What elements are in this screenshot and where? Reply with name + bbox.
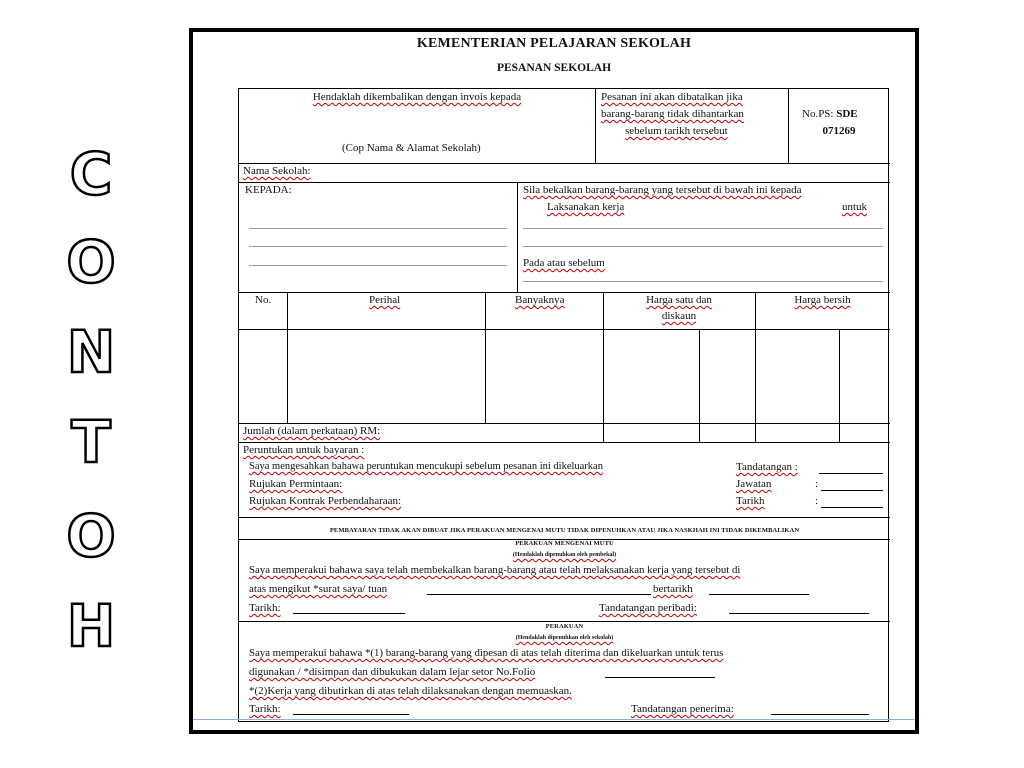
col-banyaknya: Banyaknya [515,294,565,306]
perakuan-title: PERAKUAN [545,623,584,630]
tandatangan-label: Tandatangan : [736,461,798,473]
col-harga-satu: Harga satu dan [646,294,712,306]
jawatan-colon: : [815,478,819,490]
cancel-note-2: barang-barang tidak dihantarkan [601,108,744,120]
contoh-letter: T [71,408,111,476]
nama-sekolah-label: Nama Sekolah: [243,165,311,177]
rujukan-kontrak: Rujukan Kontrak Perbendaharaan: [249,495,402,507]
perakuan-line3: *(2)Kerja yang dibutirkan di atas telah dilaksanakan dengan memuaskan. [249,685,572,697]
cancel-note-1: Pesanan ini akan dibatalkan jika [601,91,743,103]
order-form [238,88,889,722]
mutu-tandatangan: Tandatangan peribadi: [599,602,697,614]
form-title: PESANAN SEKOLAH [496,62,612,74]
perakuan-line2: digunakan / *disimpan dan dibukukan dalam lejar setor No.Folio [249,666,536,678]
rujukan-permintaan: Rujukan Permintaan: [249,478,343,490]
mutu-sub: (Hendaklah dipenuhkan oleh pembekal) [512,552,617,558]
no-ps-number: 071269 [822,125,856,137]
perakuan-sub: (Hendaklah dipenuhkan oleh sekolah) [515,635,614,641]
mutu-line2a: atas mengikut *surat saya/ tuan [249,583,388,595]
mutu-tarikh: Tarikh: [249,602,281,614]
contoh-letter: O [66,228,116,296]
col-no: No. [255,294,272,306]
order-form-document [189,28,919,734]
stamp-label: (Cop Nama & Alamat Sekolah) [342,142,481,154]
peruntukan-line1: Saya mengesahkan bahawa peruntukan mencukupi sebelum pesanan ini dikeluarkan [249,461,603,472]
instruction-text: Sila bekalkan barang-barang yang tersebut di bawah ini kepada [523,184,802,196]
mutu-line1: Saya memperakui bahawa saya telah membekalkan barang-barang atau telah melaksanakan kerja yang tersebut di [249,564,741,576]
contoh-letter: C [69,140,113,208]
jumlah-label: Jumlah (dalam perkataan) RM: [243,425,381,437]
pada-sebelum-label: Pada atau sebelum [523,257,605,269]
tarikh-colon: : [815,495,819,507]
mutu-line2b: bertarikh [653,583,693,595]
kepada-label: KEPADA: [245,184,292,196]
tarikh-label: Tarikh [736,495,765,507]
col-harga-satu-2: diskaun [661,310,697,322]
jawatan-label: Jawatan [736,478,772,490]
perakuan-tarikh: Tarikh: [249,703,281,715]
contoh-letter: H [66,592,116,660]
perakuan-tandatangan: Tandatangan penerima: [631,703,734,715]
no-ps-key: No.PS: [802,108,834,120]
instruction-line2b: untuk [842,201,868,213]
mutu-title: PERAKUAN MENGENAI MUTU [515,540,614,547]
col-harga-bersih: Harga bersih [794,294,851,306]
payment-notice: PEMBAYARAN TIDAK AKAN DIBUAT JIKA PERAKUAN MENGENAI MUTU TIDAK DIPENUHKAN ATAU JIKA NASKHAH INI TIDAK DIKEMBALIKAN [329,527,800,534]
no-ps-prefix: SDE [836,108,858,120]
instruction-line1 [523,184,802,197]
page-edge-line [193,719,915,720]
return-note: Hendaklah dikembalikan dengan invois kepada [312,91,522,103]
peruntukan-title: Peruntukan untuk bayaran : [243,444,365,456]
ministry-title: KEMENTERIAN PELAJARAN SEKOLAH [416,36,692,51]
cancel-note-3: sebelum tarikh tersebut [625,125,728,137]
instruction-line2a: Laksanakan kerja [547,201,625,213]
contoh-letter: N [66,318,116,386]
col-perihal: Perihal [369,294,401,306]
contoh-letter: O [66,502,116,570]
no-ps-label [802,108,858,121]
perakuan-line1: Saya memperakui bahawa *(1) barang-barang yang dipesan di atas telah diterima dan dikeluarkan untuk terus [249,647,724,659]
